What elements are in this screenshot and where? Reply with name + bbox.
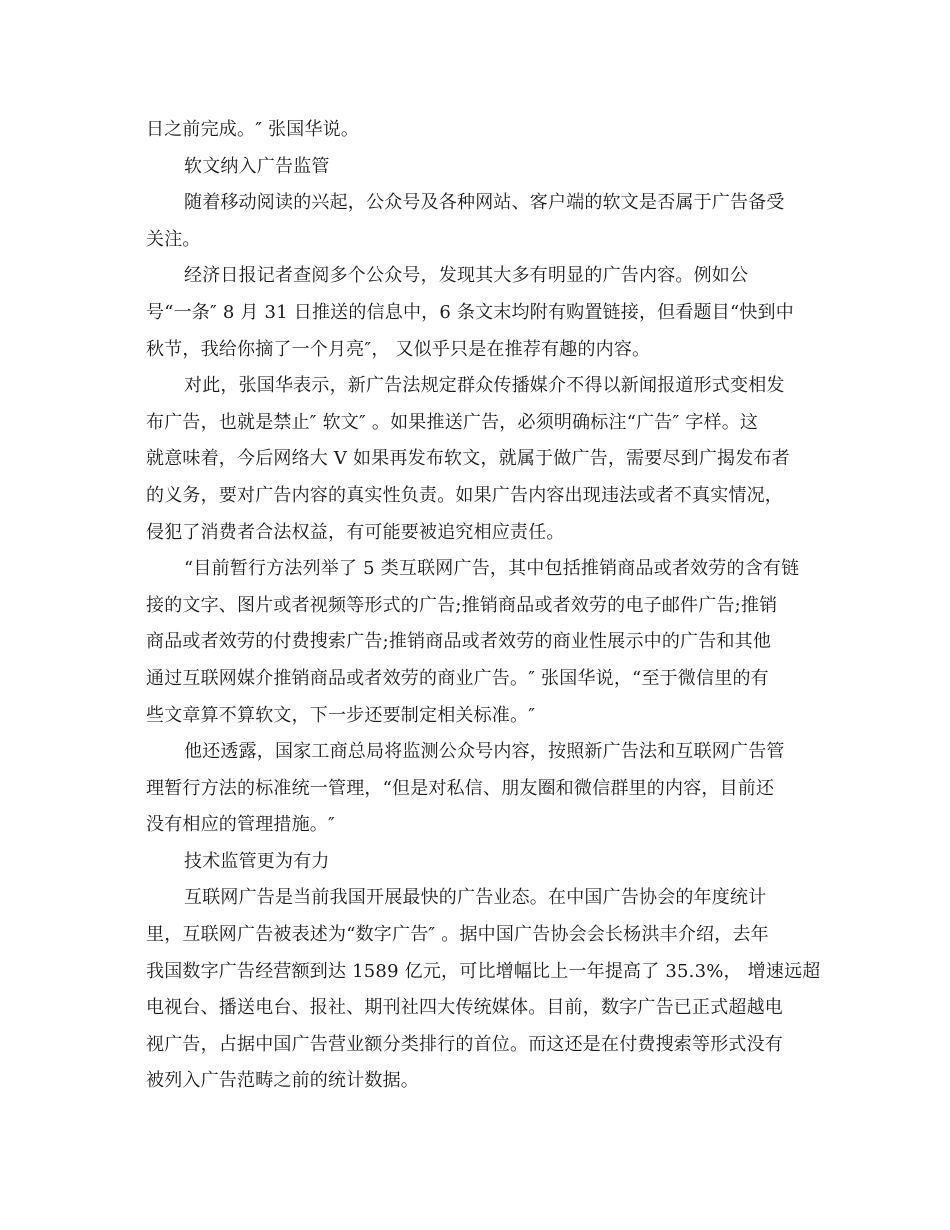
- text-line: 接的文字、图片或者视频等形式的广告;推销商品或者效劳的电子邮件广告;推销: [146, 594, 778, 616]
- text-line: 对此，张国华表示，新广告法规定群众传播媒介不得以新闻报道形式变相发: [184, 375, 785, 397]
- text-line: 视广告，占据中国广告营业额分类排行的首位。而这还是在付费搜索等形式没有: [146, 1033, 783, 1055]
- text-line: 里，互联网广告被表述为“数字广告″ 。据中国广告协会会长杨洪丰介绍，去年: [146, 924, 769, 946]
- text-line: 电视台、播送电台、报社、期刊社四大传统媒体。目前，数字广告已正式超越电: [146, 997, 783, 1019]
- text-line: 布广告，也就是禁止″ 软文″ 。如果推送广告，必须明确标注“广告″ 字样。这: [146, 411, 759, 433]
- text-line: 没有相应的管理措施。″: [146, 814, 335, 836]
- text-line: 日之前完成。″ 张国华说。: [146, 119, 360, 140]
- section-heading-soft-articles: 软文纳入广告监管: [184, 155, 330, 177]
- text-line: 他还透露，国家工商总局将监测公众号内容，按照新广告法和互联网广告管: [184, 741, 785, 763]
- text-line: 就意味着，今后网络大 V 如果再发布软文，就属于做广告，需要尽到广揭发布者: [146, 448, 790, 470]
- section-heading-tech-supervision: 技术监管更为有力: [184, 850, 330, 872]
- text-line: 秋节，我给你摘了一个月亮″， 又似乎只是在推荐有趣的内容。: [146, 338, 651, 360]
- text-line: 的义务，要对广告内容的真实性负责。如果广告内容出现违法或者不真实情况，: [146, 484, 783, 506]
- text-line: 关注。: [146, 228, 201, 250]
- text-line: 理暂行方法的标准统一管理，“但是对私信、朋友圈和微信群里的内容，目前还: [146, 777, 775, 799]
- text-line: “目前暂行方法列举了 5 类互联网广告，其中包括推销商品或者效劳的含有链: [184, 558, 800, 580]
- text-line: 通过互联网媒介推销商品或者效劳的商业广告。″ 张国华说，“至于微信里的有: [146, 667, 769, 689]
- text-line: 号“一条″ 8 月 31 日推送的信息中，6 条文末均附有购置链接，但看题目“快到中: [146, 301, 794, 323]
- text-line: 互联网广告是当前我国开展最快的广告业态。在中国广告协会的年度统计: [184, 887, 767, 909]
- text-line: 些文章算不算软文，下一步还要制定相关标准。″: [146, 704, 536, 726]
- text-line: 随着移动阅读的兴起，公众号及各种网站、客户端的软文是否属于广告备受: [184, 192, 785, 214]
- text-line: 侵犯了消费者合法权益，有可能要被追究相应责任。: [146, 521, 565, 543]
- document-body: [146, 112, 821, 1100]
- text-line: 商品或者效劳的付费搜索广告;推销商品或者效劳的商业性展示中的广告和其他: [146, 631, 772, 653]
- text-line: 我国数字广告经营额到达 1589 亿元，可比增幅比上一年提高了 35.3%， 增速远超: [146, 960, 821, 982]
- text-line: 被列入广告范畴之前的统计数据。: [146, 1070, 419, 1092]
- text-line: 经济日报记者查阅多个公众号，发现其大多有明显的广告内容。例如公: [184, 265, 749, 287]
